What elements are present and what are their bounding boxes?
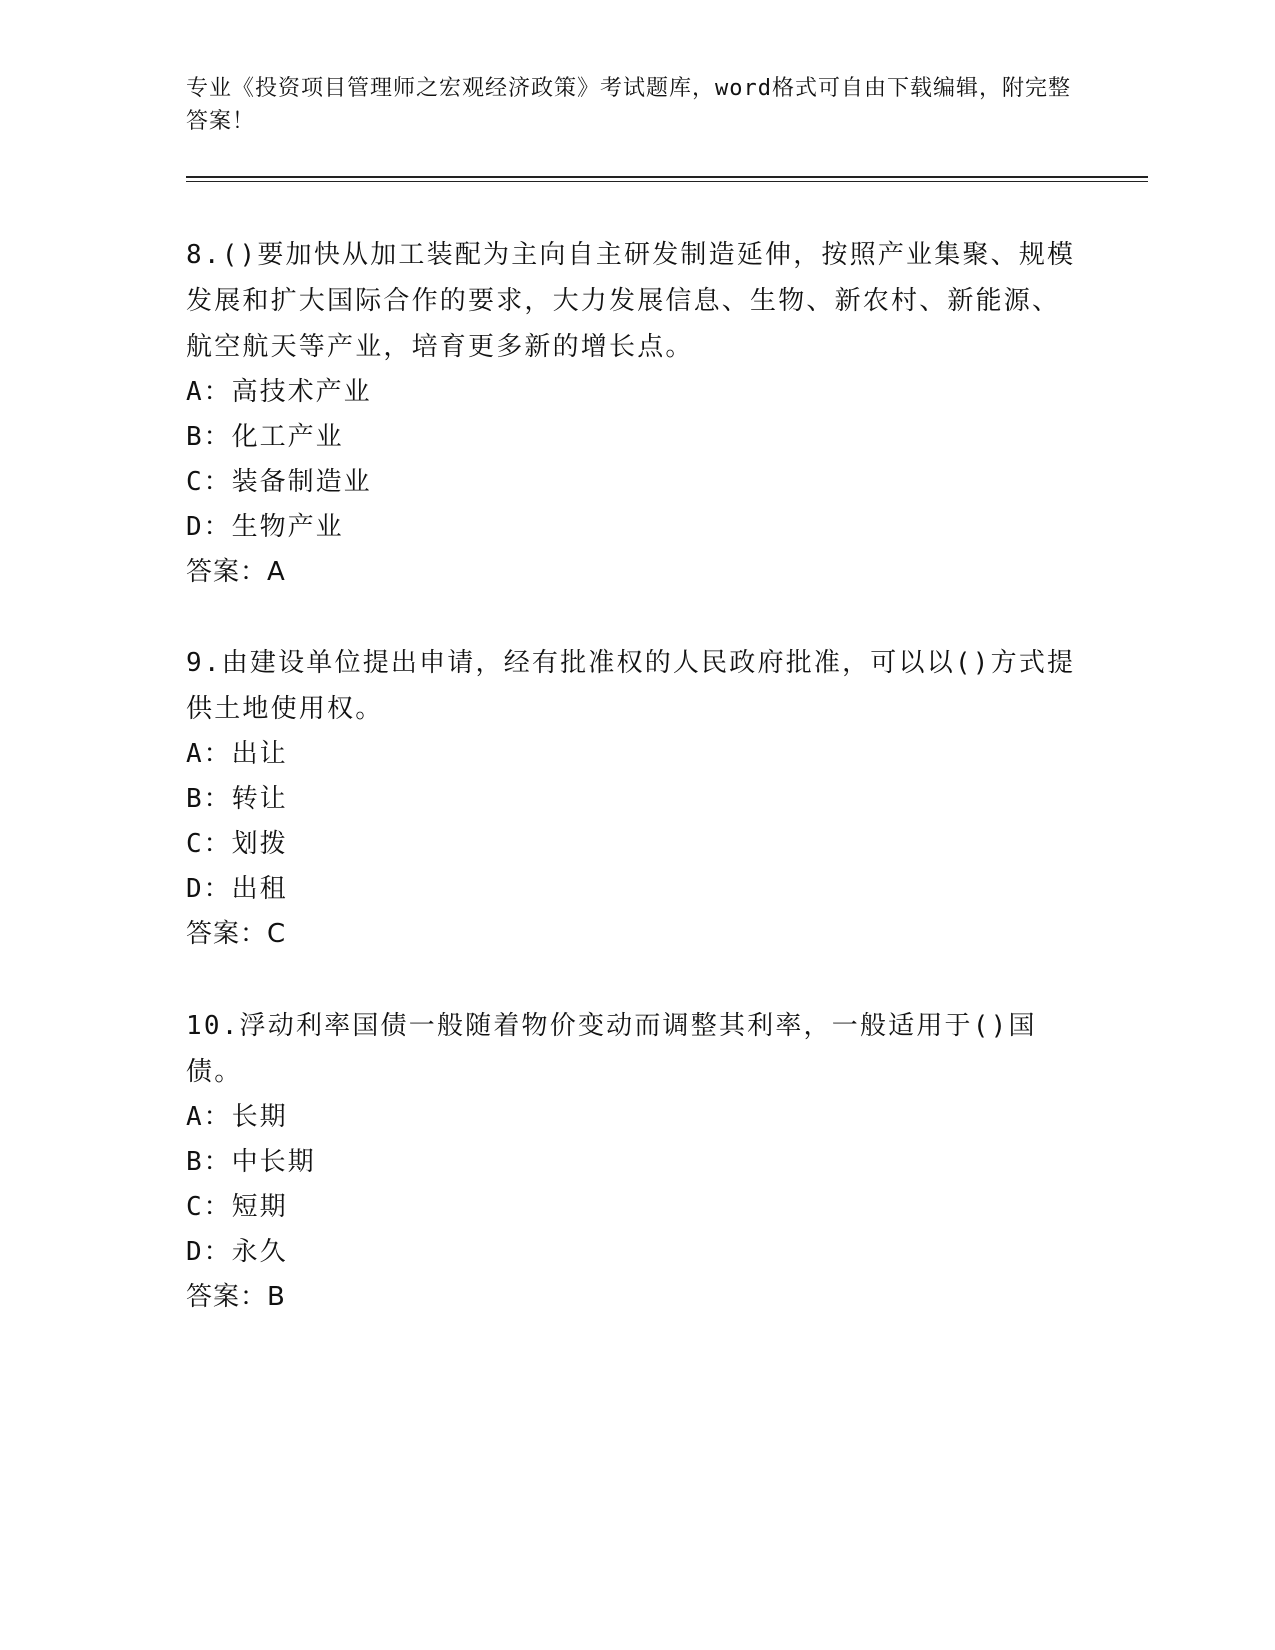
option-d (186, 505, 1086, 550)
option-text: 出让 (231, 739, 288, 769)
option-text: 生物产业 (231, 512, 344, 542)
answer-line: 答案：B (186, 1282, 286, 1312)
option-b (186, 1140, 1086, 1185)
option-key: A： (186, 377, 232, 407)
option-b (186, 777, 1086, 822)
option-a (186, 370, 1086, 415)
answer-line: 答案：C (186, 919, 287, 949)
option-text: 短期 (231, 1192, 288, 1222)
answer-line: 答案：A (186, 557, 286, 587)
option-key: A： (186, 739, 232, 769)
option-text: 中长期 (231, 1147, 316, 1177)
option-c (186, 1185, 1086, 1230)
option-text: 长期 (231, 1102, 288, 1132)
option-c (186, 460, 1086, 505)
option-key: D： (186, 874, 232, 904)
option-c (186, 822, 1086, 867)
option-key: D： (186, 1237, 232, 1267)
header-divider-thick (186, 176, 1148, 178)
option-key: D： (186, 512, 232, 542)
option-d (186, 1230, 1086, 1275)
question-9 (186, 640, 1086, 957)
option-text: 划拨 (231, 829, 288, 859)
document-header: 专业《投资项目管理师之宏观经济政策》考试题库，word格式可自由下载编辑，附完整答案！ (186, 76, 1071, 134)
option-key: B： (186, 784, 232, 814)
option-a (186, 732, 1086, 777)
option-b (186, 415, 1086, 460)
question-text: 10.浮动利率国债一般随着物价变动而调整其利率，一般适用于()国债。 (186, 1011, 1037, 1087)
option-text: 装备制造业 (231, 467, 372, 497)
question-8 (186, 232, 1086, 595)
option-key: C： (186, 829, 232, 859)
option-text: 化工产业 (231, 422, 344, 452)
option-a (186, 1095, 1086, 1140)
option-key: C： (186, 467, 232, 497)
option-text: 转让 (231, 784, 288, 814)
option-d (186, 867, 1086, 912)
option-key: B： (186, 1147, 232, 1177)
question-text: 9.由建设单位提出申请，经有批准权的人民政府批准，可以以()方式提供土地使用权。 (186, 648, 1076, 724)
question-10 (186, 1003, 1086, 1320)
option-key: C： (186, 1192, 232, 1222)
option-text: 高技术产业 (231, 377, 372, 407)
option-key: B： (186, 422, 232, 452)
header-divider-thin (186, 181, 1148, 182)
option-text: 出租 (231, 874, 288, 904)
question-text: 8.()要加快从加工装配为主向自主研发制造延伸，按照产业集聚、规模发展和扩大国际合作的要求，大力发展信息、生物、新农村、新能源、航空航天等产业，培育更多新的增长点。 (186, 240, 1076, 362)
option-key: A： (186, 1102, 232, 1132)
option-text: 永久 (231, 1237, 288, 1267)
